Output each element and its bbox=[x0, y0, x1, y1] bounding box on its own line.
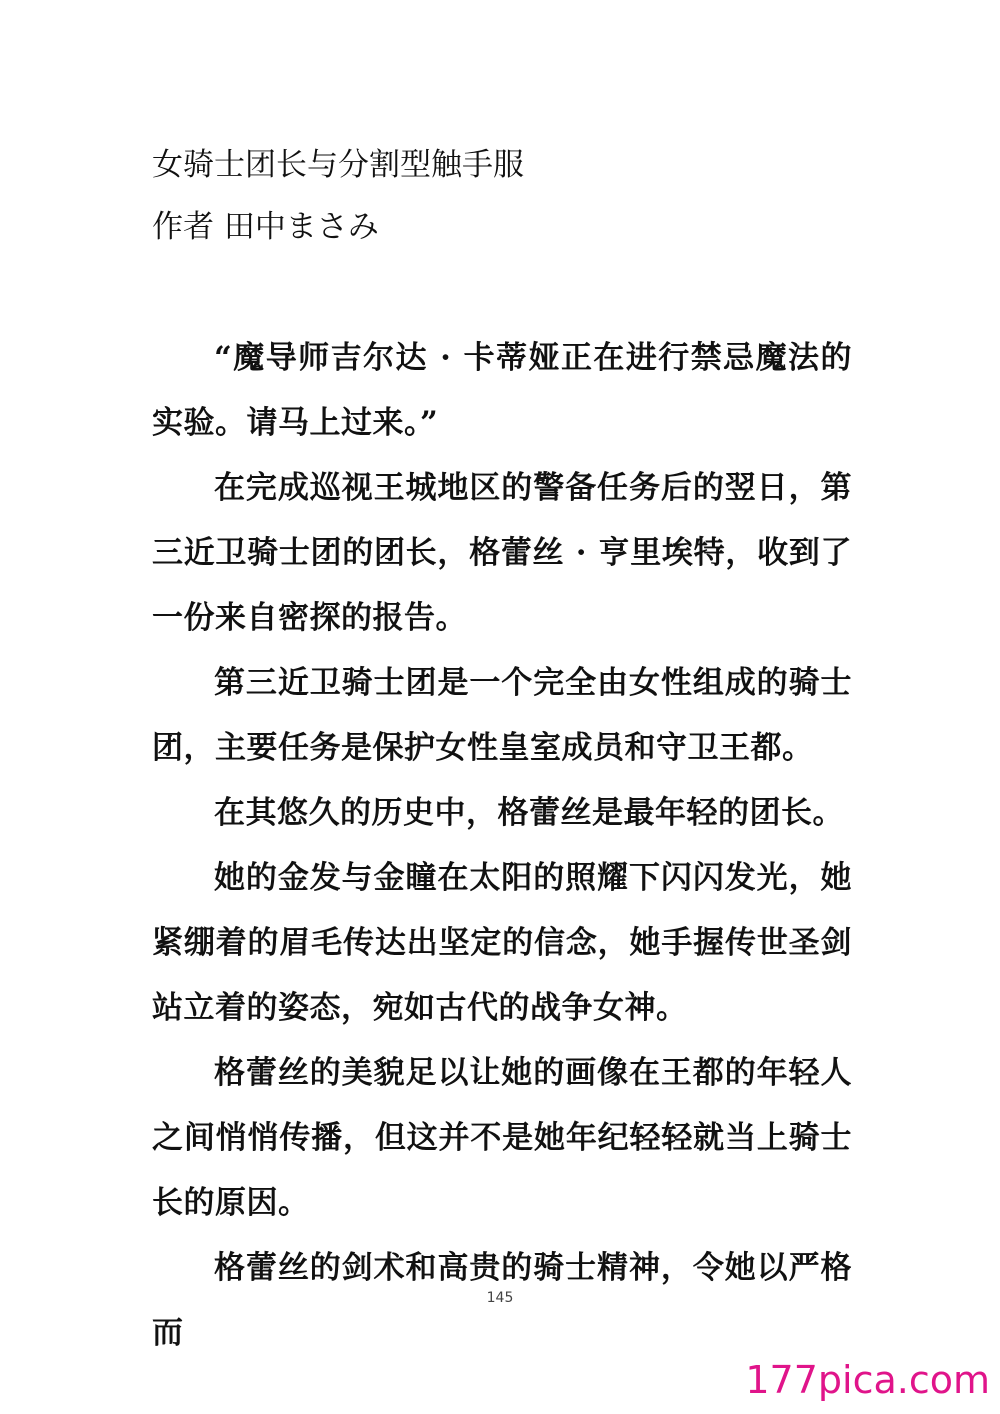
paragraph: 第三近卫骑士团是一个完全由女性组成的骑士团，主要任务是保护女性皇室成员和守卫王都。 bbox=[152, 665, 852, 766]
paragraph: 她的金发与金瞳在太阳的照耀下闪闪发光，她紧绷着的眉毛传达出坚定的信念，她手握传世圣剑站立着的姿态，宛如古代的战争女神。 bbox=[152, 860, 852, 1026]
paragraph: “魔导师吉尔达 · 卡蒂娅正在进行禁忌魔法的实验。请马上过来。” bbox=[152, 340, 852, 441]
paragraph: 格蕾丝的美貌足以让她的画像在王都的年轻人之间悄悄传播，但这并不是她年纪轻轻就当上骑士长的原因。 bbox=[152, 1055, 852, 1221]
chapter-title: 女骑士团长与分割型触手服 bbox=[152, 147, 524, 183]
author-line: 作者 田中まさみ bbox=[152, 209, 379, 245]
page-number: 145 bbox=[486, 1290, 514, 1306]
paragraph: 在完成巡视王城地区的警备任务后的翌日，第三近卫骑士团的团长，格蕾丝 · 亨里埃特，收到了一份来自密探的报告。 bbox=[152, 470, 852, 636]
title-block bbox=[152, 134, 852, 258]
body-text bbox=[152, 326, 852, 1366]
watermark: 177pica.com bbox=[745, 1358, 990, 1402]
paragraph: 在其悠久的历史中，格蕾丝是最年轻的团长。 bbox=[214, 795, 844, 831]
paragraph: 格蕾丝的剑术和高贵的骑士精神，令她以严格而 bbox=[152, 1250, 852, 1351]
